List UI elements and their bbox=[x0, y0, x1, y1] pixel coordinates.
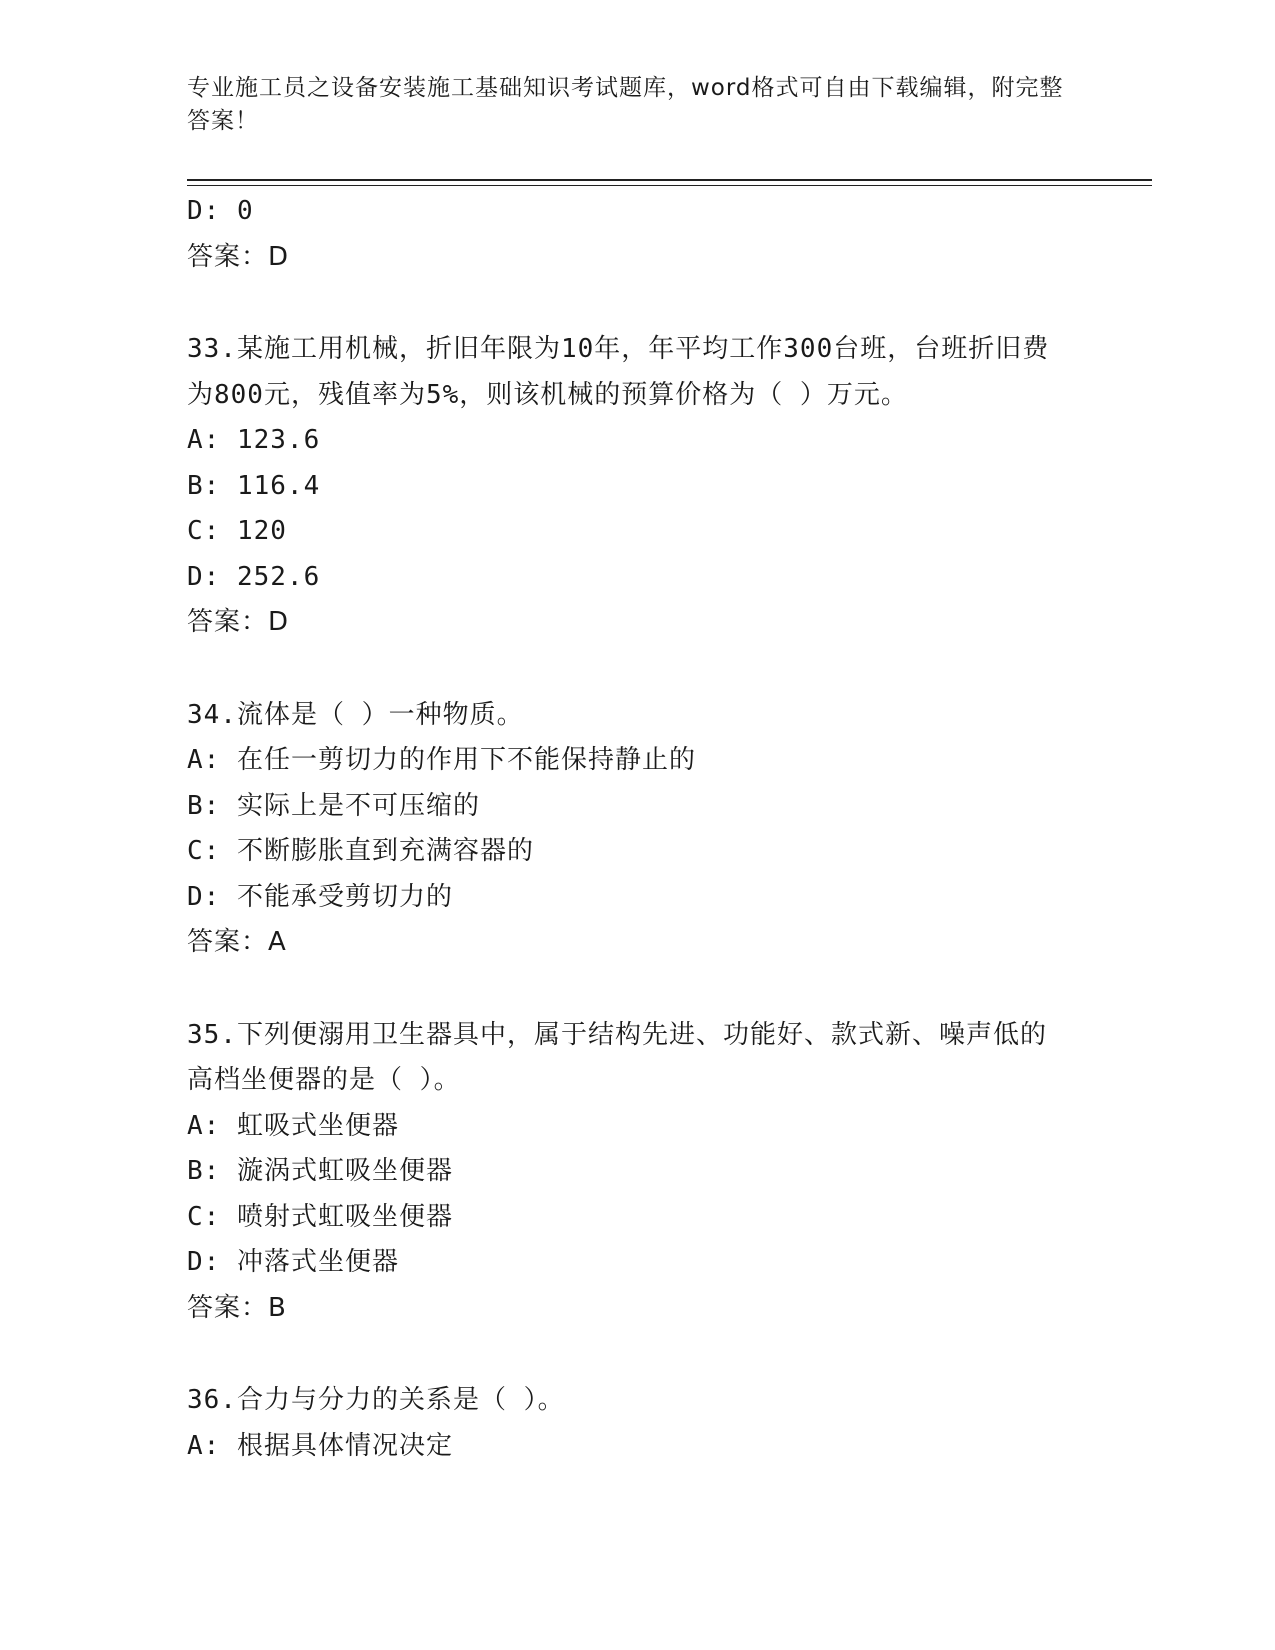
page-header: 专业施工员之设备安装施工基础知识考试题库，word格式可自由下载编辑，附完整答案！ bbox=[187, 75, 1064, 134]
option-d: D: 0 bbox=[187, 196, 254, 226]
option-d: D: 252.6 bbox=[187, 561, 321, 592]
question-stem: 36.合力与分力的关系是（ ）。 bbox=[187, 1385, 565, 1415]
question-stem: 34.流体是（ ）一种物质。 bbox=[187, 699, 524, 730]
answer: 答案：B bbox=[187, 1292, 287, 1323]
option-a: A: 123.6 bbox=[187, 425, 321, 455]
option-a: A: 在任一剪切力的作用下不能保持静止的 bbox=[187, 745, 696, 775]
option-a: A: 根据具体情况决定 bbox=[187, 1430, 453, 1461]
option-d: D: 不能承受剪切力的 bbox=[187, 881, 453, 912]
question-stem: 35.下列便溺用卫生器具中，属于结构先进、功能好、款式新、噪声低的高档坐便器的是（ ）。 bbox=[187, 1019, 1047, 1095]
header-rule-thin bbox=[187, 185, 1152, 186]
option-c: C: 喷射式虹吸坐便器 bbox=[187, 1201, 453, 1232]
option-a: A: 虹吸式坐便器 bbox=[187, 1110, 399, 1141]
option-b: B: 漩涡式虹吸坐便器 bbox=[187, 1156, 453, 1186]
question-stem: 33.某施工用机械，折旧年限为10年，年平均工作300台班，台班折旧费为800元，残值率为5%，则该机械的预算价格为（ ）万元。 bbox=[187, 334, 1050, 410]
header-rule bbox=[187, 179, 1152, 181]
question-list bbox=[187, 189, 1087, 1469]
option-c: C: 不断膨胀直到充满容器的 bbox=[187, 836, 534, 866]
answer: 答案：A bbox=[187, 927, 287, 957]
answer: 答案：D bbox=[187, 241, 290, 272]
option-d: D: 冲落式坐便器 bbox=[187, 1247, 399, 1277]
option-c: C: 120 bbox=[187, 516, 287, 546]
option-b: B: 实际上是不可压缩的 bbox=[187, 790, 480, 821]
answer: 答案：D bbox=[187, 607, 290, 637]
option-b: B: 116.4 bbox=[187, 470, 321, 501]
